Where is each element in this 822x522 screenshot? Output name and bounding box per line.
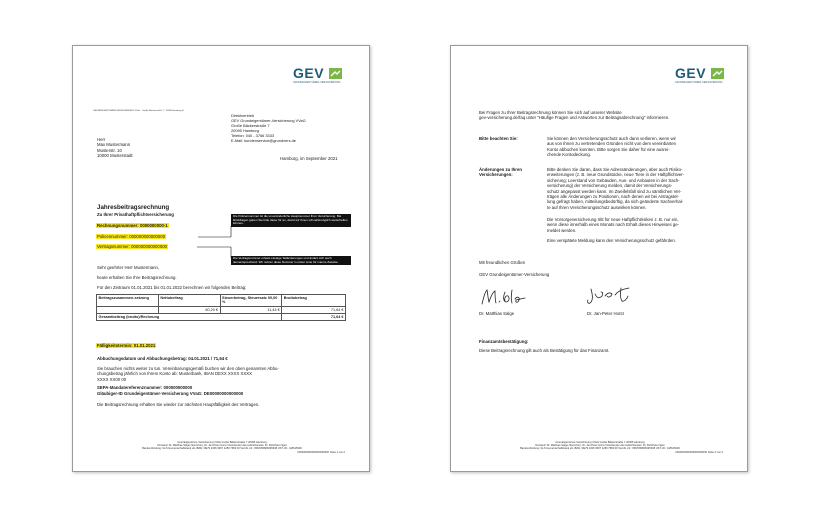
table-cell: 11,44 € [220, 306, 282, 313]
faelligkeitstermin: Fälligkeitstermin: 01.01.2021 [97, 343, 156, 348]
changes-line: Bitte denken Sie daran, dass Sie Adressänderungen, aber auch Risiko- [547, 167, 683, 172]
table-row [97, 306, 346, 313]
sender-phone: Telefon: 040 - 3766 3333 [231, 132, 275, 138]
signature-horst-image [585, 284, 641, 306]
table-cell [97, 306, 159, 313]
sepa-reference: SEPA-Mandatereferenznummer: 000000000000 [97, 385, 193, 390]
finanzamt-text: Diese Beitragsrechnung gilt auch als Bestätigung für das Finanzamt. [479, 348, 610, 353]
page-footer [451, 441, 749, 454]
abbuchung-line: chungsbetrag jährlich von Ihrem Konto ab: Musterbank, IBAN DEXX XXXX XXXX [97, 371, 253, 377]
logo-wordmark: GEV [293, 65, 325, 81]
changes-line: erweiterungen (z. B. neue Grundstücke, neue Tiere in der Haftpflichtver- [547, 172, 685, 178]
signer-2-name: Dr. Jan-Peter Horst [587, 311, 624, 316]
notice-text [547, 136, 676, 158]
vertragsnummer: Vertragsnummer: 000000000000000 [97, 244, 167, 249]
total-label: Gesamtbeitrag (brutto)/Rechnung [97, 313, 282, 320]
changes-line: schutz angepasst werden kann. Im Zweifelsfall sind zu sämtlichen Ver- [547, 188, 682, 194]
gev-logo [675, 66, 729, 86]
recipient-line: Herr [97, 137, 106, 142]
sender-line: 20095 Hamburg [231, 127, 259, 133]
next-invoice-note: Die Beitragsrechnung erhalten Sie wieder zur nächsten Hauptfälligkeit des Vertrages. [97, 402, 260, 407]
sender-line: Direktvertrieb [231, 113, 255, 118]
notice-line: Konto abbuchen konnten. Bitte sorgen Sie daher für eine ausrei- [547, 146, 670, 152]
page-1 [72, 45, 370, 472]
recipient-line: Musterstr. 10 [97, 147, 122, 153]
faq-intro-line: gev-versicherung.de/faq unter "Häufige Fragen und Antworten zur Beitragsabrechnung" informieren. [479, 115, 670, 121]
policennummer: Policennummer: 000000000000000 [97, 234, 166, 239]
closing-greeting: Mit freundlichen Grüßen [479, 260, 526, 265]
footer-line: Bankverbindung: GLS Gemeinschaftsbank eG IBAN: DE79 4306 0967 1283 7684 00 VersSt.-Nr.: 806/V80806095648 UST.-ID.: 118615000 [142, 447, 302, 451]
recipient-line: Max Mustermann [97, 142, 131, 148]
changes-label [479, 167, 522, 178]
footer-line: Grundeigentümer-Versicherung VVaG Große Bäckerstraße 7 20095 Hamburg [177, 441, 267, 444]
period-text: Für den Zeitraum 01.01.2021 bis 01.01.2022 berechnen wir folgenden Beitrag: [97, 285, 247, 290]
abbuchung-heading: Abbuchungsdatum und Abbuchungsbetrag: 04.01.2021 / 71,64 € [97, 356, 228, 361]
finanzamt-label: Finanzamtsbestätigung: [479, 339, 529, 344]
changes-text [547, 167, 684, 210]
table-header-cell: Steuerbetrag, Steuersatz 00,00 % [220, 295, 282, 307]
letter-date: Hamburg, im September 2021 [280, 156, 338, 161]
rechnungsnummer: Rechnungsnummer: 0000000000-1 [97, 223, 168, 228]
table-header-cell: Bruttobetrag [282, 295, 346, 307]
intro-text: heute erhalten Sie Ihre Beitragsrechnung. [97, 275, 177, 280]
vorsorge-line: Die Vorsorgeversicherung tritt für neue Haftpflichtrisiken z. B. nur ein, [547, 217, 679, 222]
sender-email: E-Mail: kundenservice@grundvers.de [231, 137, 296, 143]
return-address-line: GRUNDEIGENTÜMER-VERSICHERUNG VVaG · Große Bäckerstraße 7 · 20095 Hamburg B [93, 110, 184, 112]
table-cell: 71,64 € [282, 306, 346, 313]
notice-line: chende Kontodeckung. [547, 152, 591, 158]
logo-subtitle: GRUNDEIGENTÜMER-VERSICHERUNG [675, 81, 723, 84]
table-total-row [97, 313, 346, 320]
logo-wordmark: GEV [675, 65, 707, 81]
table-header-cell: Nettobeitrag [158, 295, 220, 307]
changes-line: trägen alle Änderungen zu Positionen, nach denen wir bei Antragstel- [547, 194, 679, 200]
faq-intro [479, 110, 669, 121]
footer-line: Vorstand: Dr. Matthias Salge (Sprecher), Dr. Jan-Peter Horst Vorsitzender des Aufsichtsrates: Dr. Rolf-Peter Ilgen [157, 444, 287, 448]
signer-1-name: Dr. Matthias Salge [479, 311, 515, 316]
document-heading: Jahresbeitragsrechnung [97, 204, 170, 211]
footer-line: Vorstand: Dr. Matthias Salge (Sprecher), Dr. Jan-Peter Horst Vorsitzender des Aufsichtsrates: Dr. Rolf-Peter Ilgen [535, 444, 665, 448]
signature-salge-image [479, 286, 529, 308]
changes-line: versicherung) der Versicherung melden, damit der Versicherungs- [547, 183, 673, 189]
callout-vertragsnummer: Die Vertragsnummer erfasst etwaige Teiländerungen und ändert sich auch dementsprechend. Wir nutzen diese Nummer in erster Linie für interne Zwecke. [231, 256, 351, 265]
changes-label-line: Änderungen zu Ihren [479, 167, 522, 172]
company-name: GEV Grundeigentümer-Versicherung [479, 272, 550, 277]
notice-line: Sie können den Versicherungsschutz auch dann verlieren, wenn wir [547, 136, 676, 141]
footer-page-number: 0000000000000000000000 Seite 1 von 2 [297, 450, 345, 454]
salutation: Sehr geehrter Herr Mustermann, [97, 265, 160, 270]
footer-line: Grundeigentümer-Versicherung VVaG Große Bäckerstraße 7 20095 Hamburg [555, 441, 645, 444]
total-value: 71,64 € [282, 313, 346, 320]
sender-line: GEV Grundeigentümer-Versicherung VVaG [231, 117, 306, 123]
vorsorge-text [547, 217, 679, 233]
footer-line: Bankverbindung: GLS Gemeinschaftsbank eG IBAN: DE79 4306 0967 1283 7684 00 VersSt.-Nr.: 806/V80806095648 UST.-ID.: 118615000 [520, 447, 680, 451]
changes-line: sicherung; Leerstand von Gebäuden, Aus- und Anbauten in der Sach- [547, 177, 680, 183]
changes-label-line: Versicherungen: [479, 172, 513, 178]
footer-page-number: 0000000000000000000000 Seite 2 von 2 [675, 450, 723, 454]
changes-line: te auf Ihren Versicherungsschutz auswirken können. [547, 204, 647, 210]
callout-policennummer: Die Policennummer ist die unveränderliche Hauptnummer Ihrer Versicherung. Bei Rückfragen geben Sie bitte diese für an, damit wir Ihnen schnellstmöglich weiterhelfen können. [231, 214, 351, 227]
notice-label: Bitte beachten Sie: [479, 136, 518, 141]
table-cell: 60,20 € [158, 306, 220, 313]
logo-house-icon [711, 68, 724, 79]
table-header-cell: Beitragszusammen-setzung [97, 295, 159, 307]
page-2 [450, 45, 748, 472]
sender-line: Große Bäckerstraße 7 [231, 122, 270, 128]
vorsorge-line: wenn diese innerhalb eines Monats nach Erhalt dieses Hinweises ge- [547, 222, 680, 228]
recipient-line: 10000 Musterstadt [97, 153, 133, 159]
page-footer [73, 441, 371, 454]
logo-subtitle: GRUNDEIGENTÜMER-VERSICHERUNG [293, 81, 341, 84]
late-report-warning: Eine verspätete Meldung kann den Versicherungsschutz gefährden. [547, 238, 676, 243]
table-header-row [97, 295, 346, 307]
beitrag-table [96, 294, 346, 321]
glaeubiger-id: Gläubiger-ID Grundeigentümer-Versicherung VVaG: DE00000000000000 [97, 391, 244, 396]
vorsorge-line: meldet werden. [547, 227, 577, 233]
abbuchung-line: Sie brauchen nichts weiter zu tun. Vereinbarungsgemäß buchen wir den oben genannten Abbu- [97, 366, 279, 371]
changes-line: lung gefragt haben, mitteilungsbedürftig, da sich geänderte Sachverhal- [547, 199, 684, 205]
notice-line: aus von Ihnen zu vertretenden Gründen nicht von dem vereinbarten [547, 141, 676, 147]
abbuchung-text [97, 366, 279, 382]
document-subheading: Zu Ihrer Privathaftpflichtversicherung [97, 212, 174, 217]
faq-intro-line: Bei Fragen zu Ihrer Beitragsrechnung können Sie sich auf unserer Website [479, 110, 622, 115]
abbuchung-line: XXXX XX00 00 [97, 376, 127, 382]
